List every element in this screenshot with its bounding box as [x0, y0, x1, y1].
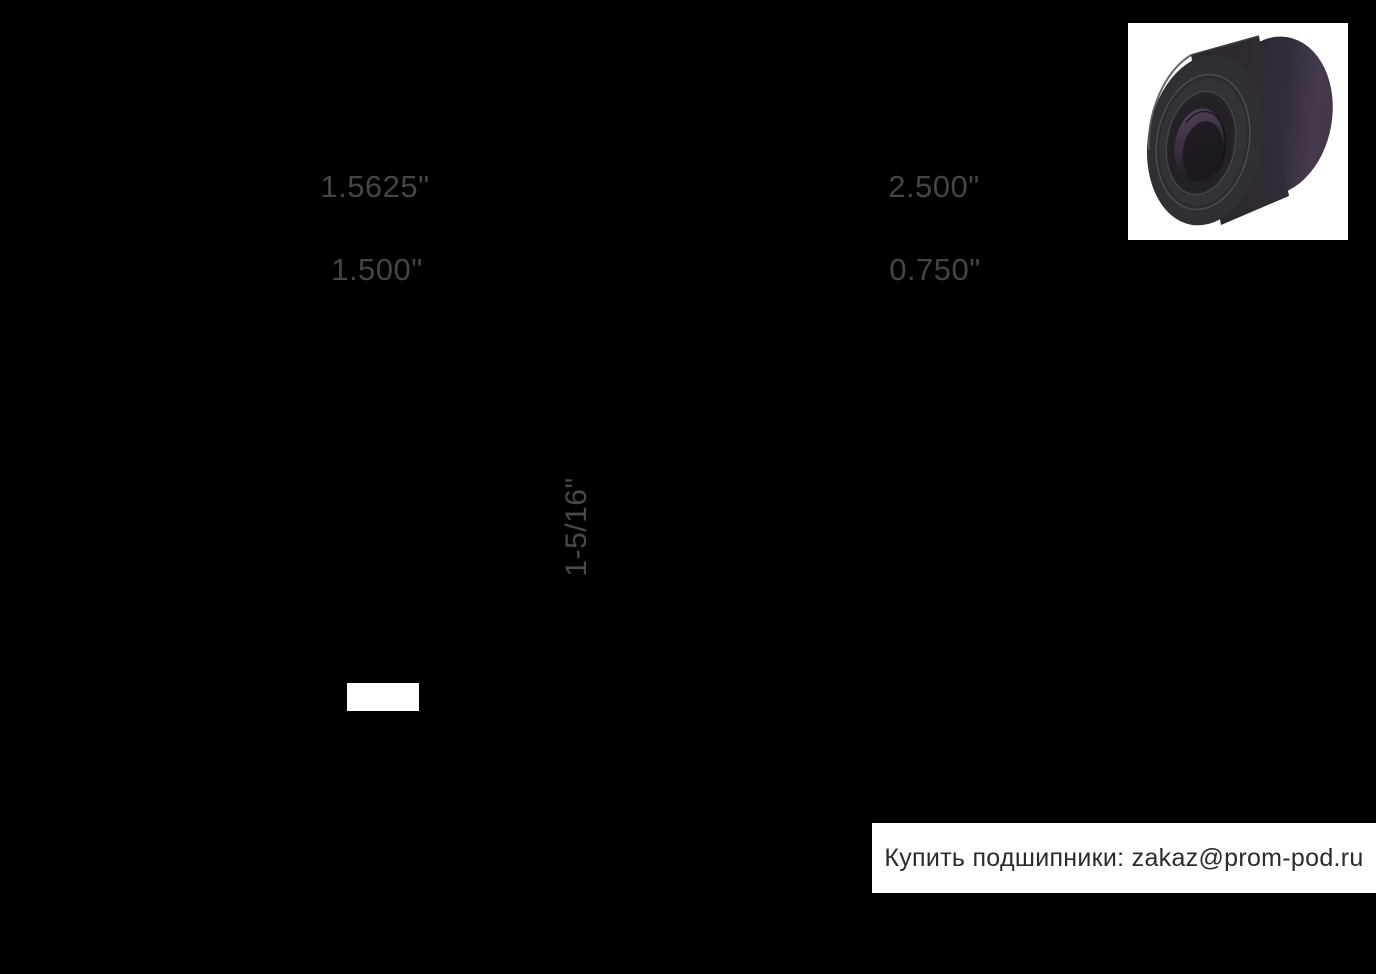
dim-label-outer-ring-width: 1.5625" [320, 169, 430, 204]
dim-label-bore-diameter: 0.750" [889, 252, 981, 287]
product-image-tile [1128, 23, 1348, 240]
bearing-3d-render-icon [1128, 23, 1348, 240]
dim-label-outer-diameter: 2.500" [888, 169, 980, 204]
dim-label-overall-width-vertical: 1-5/16" [560, 477, 593, 577]
contact-banner [872, 823, 1376, 893]
contact-banner-text: Купить подшипники: zakaz@prom-pod.ru [884, 843, 1364, 872]
dim-label-inner-ring-width: 1.500" [331, 252, 423, 287]
white-patch [347, 683, 419, 711]
